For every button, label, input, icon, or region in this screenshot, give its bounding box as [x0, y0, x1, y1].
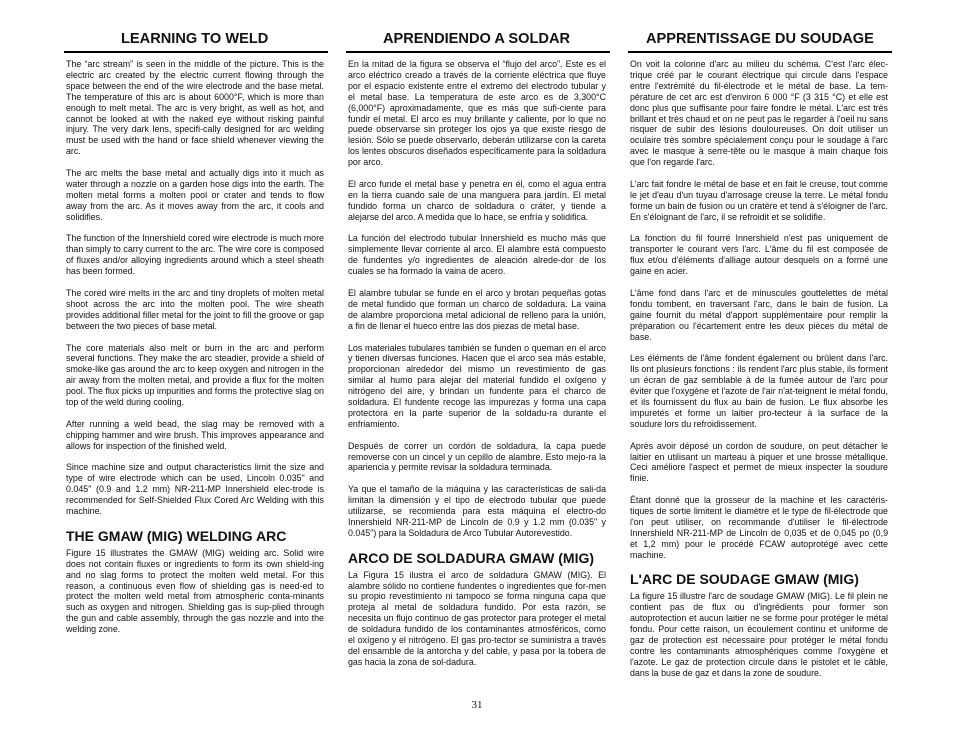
heading-learning-to-weld: LEARNING TO WELD [121, 31, 269, 47]
paragraph: La función del electrodo tubular Innershield es mucho más que simplemente llevar corriente al arco. El alambre está compuesto de fundentes y/o ingredientes de aleación alrede-dor de los cuales se ha formado la vaina de acero. [348, 233, 606, 277]
paragraph: El arco funde el metal base y penetra en él, como el agua entra en la tierra cuando sale de una manguera para jardín. El metal fundido forma un charco de soldadura o cráter, y tiende a alejarse del arco. A medida que lo hace, se enfría y solidifica. [348, 178, 606, 222]
heading-rule-english [64, 51, 328, 53]
paragraph: Los materiales tubulares también se funden o queman en el arco y tienen diversas funciones. Hacen que el arco sea más estable, proporcionan alrededor del mismo un revestimiento de gas similar al humo para alejar del material fundido el oxígeno y nitrógeno del aire, y brindan un fundente para el charco de soldadura. El fundente recoge las impurezas y forma una capa protectora en la parte superior de la soldadu-ra durante el enfriamiento. [348, 342, 606, 429]
paragraph: L'arc fait fondre le métal de base et en fait le creuse, tout comme le jet d'eau d'un tuyau d'arrosage creuse la terre. Le métal fondu forme un bain de fusion ou un cratère et tend à s'éloigner de l'arc. En s'éloignant de l'arc, il se refroidit et se solidifie. [630, 178, 888, 222]
paragraph: Étant donné que la grosseur de la machine et les caractéris-tiques de sortie limitent le diamètre et le type de fil-électrode que l'on peut utiliser, on recommande d'utiliser le fil-électrode Innershield NR-211-MP de Lincoln de 0,035 et de 0,045 po (0,9 et 1,2 mm) pour le procédé FCAW autoprotégé avec cette machine. [630, 495, 888, 560]
subheading-arco-de-soldadura: ARCO DE SOLDADURA GMAW (MIG) [348, 549, 595, 566]
paragraph: Since machine size and output characteristics limit the size and type of wire electrode which can be used, Lincoln 0.035" and 0.045" (0.9 and 1.2 mm) NR-211-MP Innershield elec-trode is recommended for Self-Shielded Flux Cored Arc Welding with this machine. [66, 462, 324, 517]
paragraph: The core materials also melt or burn in the arc and perform several functions. They make the arc steadier, provide a shield of smoke-like gas around the arc to keep oxygen and nitrogen in the air away from the molten metal, and provide a flux for the molten pool. The flux picks up impurities and forms the protective slag on top of the weld during cooling. [66, 342, 324, 408]
body-french [630, 59, 888, 690]
subheading-gmaw-welding-arc: THE GMAW (MIG) WELDING ARC [66, 527, 287, 544]
heading-aprendiendo-a-soldar: APRENDIENDO A SOLDAR [383, 31, 571, 47]
heading-apprentissage-du-soudage: APPRENTISSAGE DU SOUDAGE [646, 31, 874, 47]
body-spanish [348, 59, 606, 679]
paragraph: El alambre tubular se funde en el arco y brotan pequeñas gotas de metal fundido que forman un charco de soldadura. La vaina de alambre proporciona metal adicional de relleno para la unión, a fin de llenar el hueco entre las dos piezas de metal base. [348, 287, 606, 331]
heading-rule-french [628, 51, 892, 53]
paragraph: After running a weld bead, the slag may be removed with a chipping hammer and wire brush. This improves appearance and allows for inspection of the finished weld. [66, 418, 324, 451]
paragraph: The “arc stream” is seen in the middle of the picture. This is the electric arc created by the electric current flowing through the space between the end of the wire electrode and the base metal. The temperature of this arc is about 6000°F, which is more than enough to melt metal. The arc is very bright, as well as hot, and cannot be looked at with the naked eye without risking painful injury. The very dark lens, specifi-cally designed for arc welding must be used with the hand or face shield whenever viewing the arc. [66, 59, 324, 157]
paragraph: Ya que el tamaño de la máquina y las características de sali-da limitan la dimensión y el tipo de electrodo tubular que puede utilizarse, se recomienda para esta máquina el electro-do Innershield NR-211-MP de Lincoln de 0.9 y 1.2 mm (0.035" y 0.045") para la Soldadura de Arco Tubular Autorevestido. [348, 484, 606, 538]
paragraph: Después de correr un cordón de soldadura, la capa puede removerse con un cincel y un cepillo de alambre. Esto mejo-ra la apariencia y permite revisar la soldadura terminada. [348, 440, 606, 473]
paragraph: The cored wire melts in the arc and tiny droplets of molten metal shoot across the arc into the molten pool. The wire sheath provides additional filler metal for the joint to fill the groove or gap between the two pieces of base metal. [66, 287, 324, 331]
column-english [66, 30, 324, 48]
paragraph: Figure 15 illustrates the GMAW (MIG) welding arc. Solid wire does not contain fluxes or ingredients to form its own shield-ing and no slag forms to protect the molten weld metal. For this reason, a continuous even flow of shielding gas is need-ed to protect the molten weld metal from atmospheric conta-minants such as oxygen and nitrogen. Shielding gas is sup-plied through the gun and cable assembly, through the gas nozzle and into the welding zone. [66, 547, 324, 635]
paragraph: Les éléments de l'âme fondent également ou brûlent dans l'arc. Ils ont plusieurs fonctions : ils rendent l'arc plus stable, ils forment un écran de gaz semblable à de la fumée autour de l'arc pour éviter que l'oxygène et l'azote de l'air n'at-teignent le métal fondu, et ils fournissent du flux au bain de fusion. Le flux absorbe les impuretés et forme un laitier pro-tecteur à la surface de la soudure lors du refroidissement. [630, 353, 888, 429]
paragraph: On voit la colonne d'arc au milieu du schéma. C'est l'arc élec-trique créé par le courant électrique qui circule dans l'espace entre l'extrémité du fil-électrode et le métal de base. La tem-pérature de cet arc est d'environ 6 000 °F (3 315 °C) et elle est donc plus que suffisante pour faire fondre le métal. L'arc est très brillant et très chaud et on ne peut pas le regarder à l'oeil nu sans risquer de subir des lésions douloureuses. On doit utiliser un oculaire très sombre spécialement conçu pour le soudage à l'arc avec le masque à serre-tête ou le masque à main chaque fois que l'on regarde l'arc. [630, 59, 888, 168]
column-french [630, 30, 888, 48]
paragraph: The function of the Innershield cored wire electrode is much more than simply to carry current to the arc. The wire core is composed of fluxes and/or alloying ingredients around which a steel sheath has been formed. [66, 233, 324, 277]
paragraph: La fonction du fil fourré Innershield n'est pas uniquement de transporter le courant vers l'arc. L'âme du fil est composée de flux et/ou d'éléments d'alliage autour desquels on a formé une gaine en acier. [630, 233, 888, 277]
paragraph: En la mitad de la figura se observa el “flujo del arco”. Este es el arco eléctrico creado a través de la corriente eléctrica que fluye por el espacio existente entre el extremo del electrodo tubular y el metal base. La temperatura de este arco es de 3,300°C (6,000°F) aproximadamente, que es más que sufi-ciente para fundir el metal. El arco es muy brillante y caliente, por lo que no puede observarse sin proteger los ojos ya que existe riesgo de lesión. Sólo se puede observarlo, deberán utilizarse con la careta los lentes obscuros diseñados específicamente para la soldadura por arco. [348, 59, 606, 168]
paragraph: La figure 15 illustre l'arc de soudage GMAW (MIG). Le fil plein ne contient pas de flux ou d'ingrédients pour former son autoprotection et aucun laitier ne se forme pour protéger le métal fondu. Pour cette raison, un écoulement continu et uniforme de gaz de protection est nécessaire pour protéger le métal fondu contre les contaminants atmosphériques comme l'oxygène et l'azote. Le gaz de protection circule dans le pistolet et le câble, dans la buse de gaz et dans la zone de soudure. [630, 591, 888, 678]
heading-rule-spanish [346, 51, 610, 53]
body-english [66, 59, 324, 646]
paragraph: La Figura 15 ilustra el arco de soldadura GMAW (MIG). El alambre sólido no contiene fundentes o ingredientes que for-men su propio revestimiento ni tampoco se forma ninguna capa que proteja al metal de soldadura fundido. Por esta razón, se necesita un flujo continuo de gas protector para proteger el metal de soldadura fundido de los contaminantes atmosféricos, como el oxígeno y el nitrógeno. El gas pro-tector se suministra a través del ensamble de la antorcha y del cable, y pasa por la tobera de gas hacia la zona de sol-dadura. [348, 569, 606, 667]
page-number: 31 [471, 699, 483, 711]
paragraph: The arc melts the base metal and actually digs into it much as water through a nozzle on a garden hose digs into the earth. The molten metal forms a molten pool or crater and tends to flow away from the arc. As it moves away from the arc, it cools and solidifies. [66, 168, 324, 222]
paragraph: L'âme fond dans l'arc et de minuscules gouttelettes de métal fondu tombent, en traversant l'arc, dans le bain de fusion. La gaine fournit du métal d'apport supplémentaire pour remplir la préparation ou l'écartement entre les deux pièces du métal de base. [630, 287, 888, 342]
paragraph: Après avoir déposé un cordon de soudure, on peut détacher le laitier en utilisant un marteau à piquer et une brosse métallique. Ceci améliore l'aspect et permet de mieux inspecter la soudure finie. [630, 440, 888, 484]
subheading-arc-de-soudage: L'ARC DE SOUDAGE GMAW (MIG) [630, 571, 859, 588]
column-spanish [348, 30, 606, 48]
